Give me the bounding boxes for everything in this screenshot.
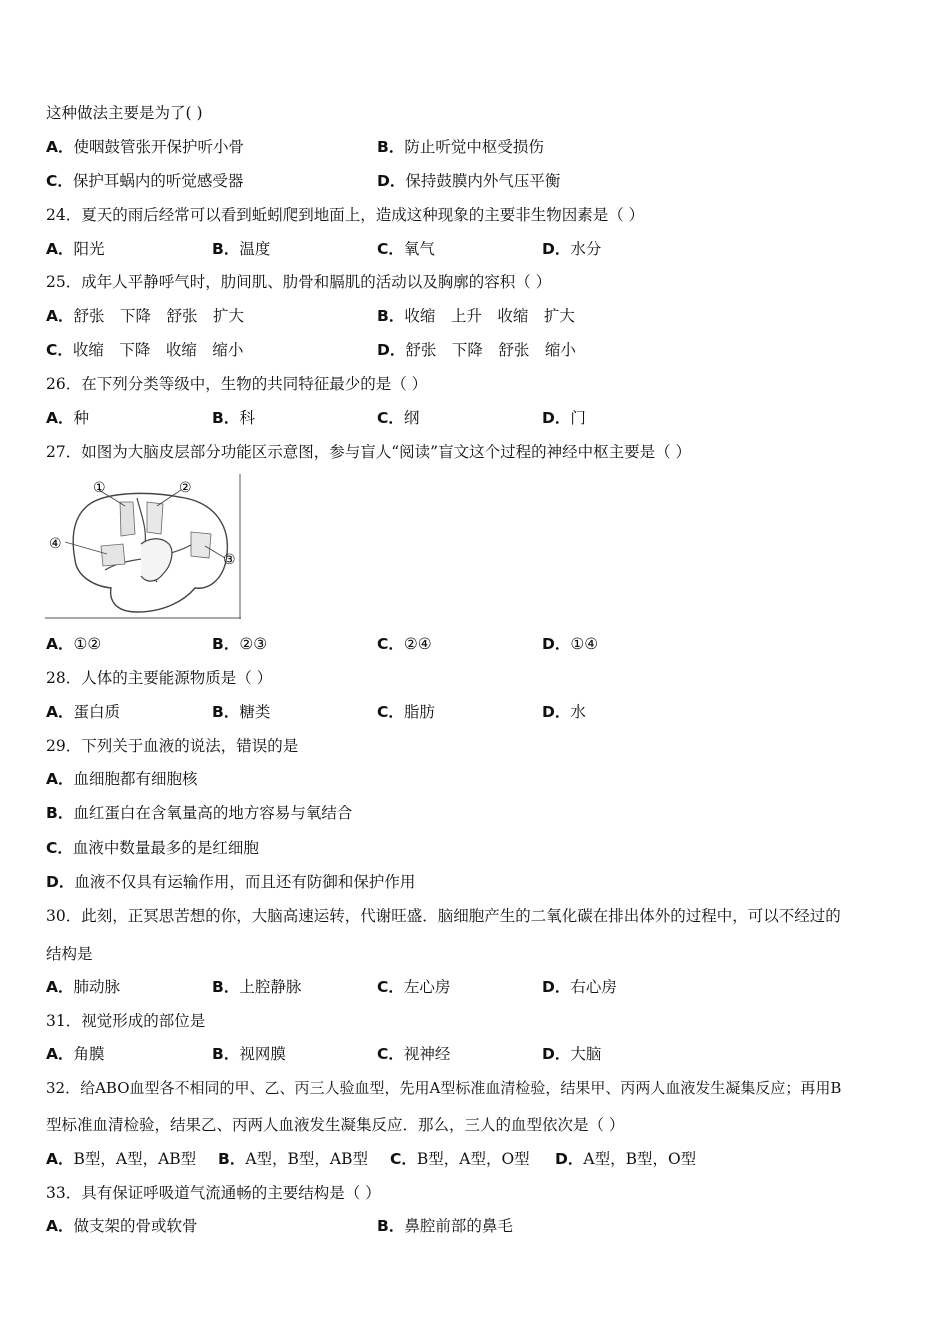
q27-option-c[interactable]: C．②④ xyxy=(377,635,432,653)
sensory-area xyxy=(147,502,163,534)
q31-option-a[interactable]: A．角膜 xyxy=(46,1045,105,1063)
q24-option-d[interactable]: D．水分 xyxy=(542,240,602,258)
q29-option-c[interactable]: C．血液中数量最多的是红细胞 xyxy=(46,839,259,857)
q30-option-b[interactable]: B．上腔静脉 xyxy=(212,978,302,996)
q29-option-d[interactable]: D．血液不仅具有运输作用，而且还有防御和保护作用 xyxy=(46,873,416,891)
q24-option-b[interactable]: B．温度 xyxy=(212,240,271,258)
q23-option-d[interactable]: D．保持鼓膜内外气压平衡 xyxy=(377,172,561,190)
q26-option-c[interactable]: C．纲 xyxy=(377,409,420,427)
q28-option-a[interactable]: A．蛋白质 xyxy=(46,703,121,721)
q33-stem: 33．具有保证呼吸道气流通畅的主要结构是（ ） xyxy=(46,1184,381,1202)
q33-option-a[interactable]: A．做支架的骨或软骨 xyxy=(46,1217,198,1235)
q28-option-d[interactable]: D．水 xyxy=(542,703,586,721)
q31-option-b[interactable]: B．视网膜 xyxy=(212,1045,286,1063)
fig-label-2: ② xyxy=(179,480,192,496)
q23-option-c[interactable]: C．保护耳蜗内的听觉感受器 xyxy=(46,172,244,190)
q28-option-b[interactable]: B．糖类 xyxy=(212,703,271,721)
speech-area xyxy=(101,544,125,566)
fig-label-1: ① xyxy=(93,480,106,496)
q28-stem: 28．人体的主要能源物质是（ ） xyxy=(46,669,273,687)
fig-label-3: ③ xyxy=(223,552,236,568)
q30-option-d[interactable]: D．右心房 xyxy=(542,978,617,996)
q25-option-d[interactable]: D．舒张 下降 舒张 缩小 xyxy=(377,341,576,359)
q31-option-d[interactable]: D．大脑 xyxy=(542,1045,602,1063)
q25-stem: 25．成年人平静呼气时，肋间肌、肋骨和膈肌的活动以及胸廓的容积（ ） xyxy=(46,273,552,291)
q25-option-b[interactable]: B．收缩 上升 收缩 扩大 xyxy=(377,307,575,325)
q32-option-d[interactable]: D．A型，B型，O型 xyxy=(555,1150,697,1168)
q31-stem: 31．视觉形成的部位是 xyxy=(46,1012,206,1030)
q27-option-d[interactable]: D．①④ xyxy=(542,635,599,653)
visual-area xyxy=(191,532,211,558)
q28-option-c[interactable]: C．脂肪 xyxy=(377,703,435,721)
motor-area xyxy=(120,502,135,536)
q29-option-a[interactable]: A．血细胞都有细胞核 xyxy=(46,770,198,788)
q30-option-c[interactable]: C．左心房 xyxy=(377,978,451,996)
q29-stem: 29．下列关于血液的说法，错误的是 xyxy=(46,737,299,755)
pointer-2 xyxy=(157,490,181,506)
q23-option-a[interactable]: A．使咽鼓管张开保护听小骨 xyxy=(46,138,245,156)
q32-option-a[interactable]: A．B型，A型，AB型 xyxy=(46,1150,197,1168)
q26-option-b[interactable]: B．科 xyxy=(212,409,255,427)
q27-option-a[interactable]: A．①② xyxy=(46,635,102,653)
brain-cortex-diagram xyxy=(45,474,241,619)
q24-option-a[interactable]: A．阳光 xyxy=(46,240,105,258)
q32-option-b[interactable]: B．A型，B型，AB型 xyxy=(218,1150,368,1168)
q27-option-b[interactable]: B．②③ xyxy=(212,635,268,653)
q32-option-c[interactable]: C．B型，A型，O型 xyxy=(390,1150,530,1168)
q32-stem-line2: 型标准血清检验，结果乙、丙两人血液发生凝集反应．那么，三人的血型依次是（ ） xyxy=(46,1116,625,1134)
q25-option-c[interactable]: C．收缩 下降 收缩 缩小 xyxy=(46,341,244,359)
q26-stem: 26．在下列分类等级中，生物的共同特征最少的是（ ） xyxy=(46,375,428,393)
temporal-region xyxy=(141,539,172,581)
q24-option-c[interactable]: C．氧气 xyxy=(377,240,435,258)
q29-option-b[interactable]: B．血红蛋白在含氧量高的地方容易与氧结合 xyxy=(46,804,353,822)
q30-option-a[interactable]: A．肺动脉 xyxy=(46,978,121,996)
q23-option-b[interactable]: B．防止听觉中枢受损伤 xyxy=(377,138,544,156)
q30-stem-line2: 结构是 xyxy=(46,945,93,963)
q24-stem: 24．夏天的雨后经常可以看到蚯蚓爬到地面上，造成这种现象的主要非生物因素是（ ） xyxy=(46,206,645,224)
q33-option-b[interactable]: B．鼻腔前部的鼻毛 xyxy=(377,1217,513,1235)
q26-option-a[interactable]: A．种 xyxy=(46,409,90,427)
q32-stem-line1: 32．给ABO血型各不相同的甲、乙、丙三人验血型，先用A型标准血清检验，结果甲、丙两人血液发生凝集反应；再用B xyxy=(46,1079,842,1097)
q25-option-a[interactable]: A．舒张 下降 舒张 扩大 xyxy=(46,307,245,325)
q23-stem-tail: 这种做法主要是为了( ) xyxy=(46,104,203,122)
q30-stem-line1: 30．此刻，正冥思苦想的你，大脑高速运转，代谢旺盛．脑细胞产生的二氧化碳在排出体外的过程中，可以不经过的 xyxy=(46,907,841,925)
fig-label-4: ④ xyxy=(49,536,62,552)
q31-option-c[interactable]: C．视神经 xyxy=(377,1045,451,1063)
q27-stem: 27．如图为大脑皮层部分功能区示意图，参与盲人“阅读”盲文这个过程的神经中枢主要是（ ） xyxy=(46,443,692,461)
pointer-4 xyxy=(65,542,107,554)
q26-option-d[interactable]: D．门 xyxy=(542,409,586,427)
